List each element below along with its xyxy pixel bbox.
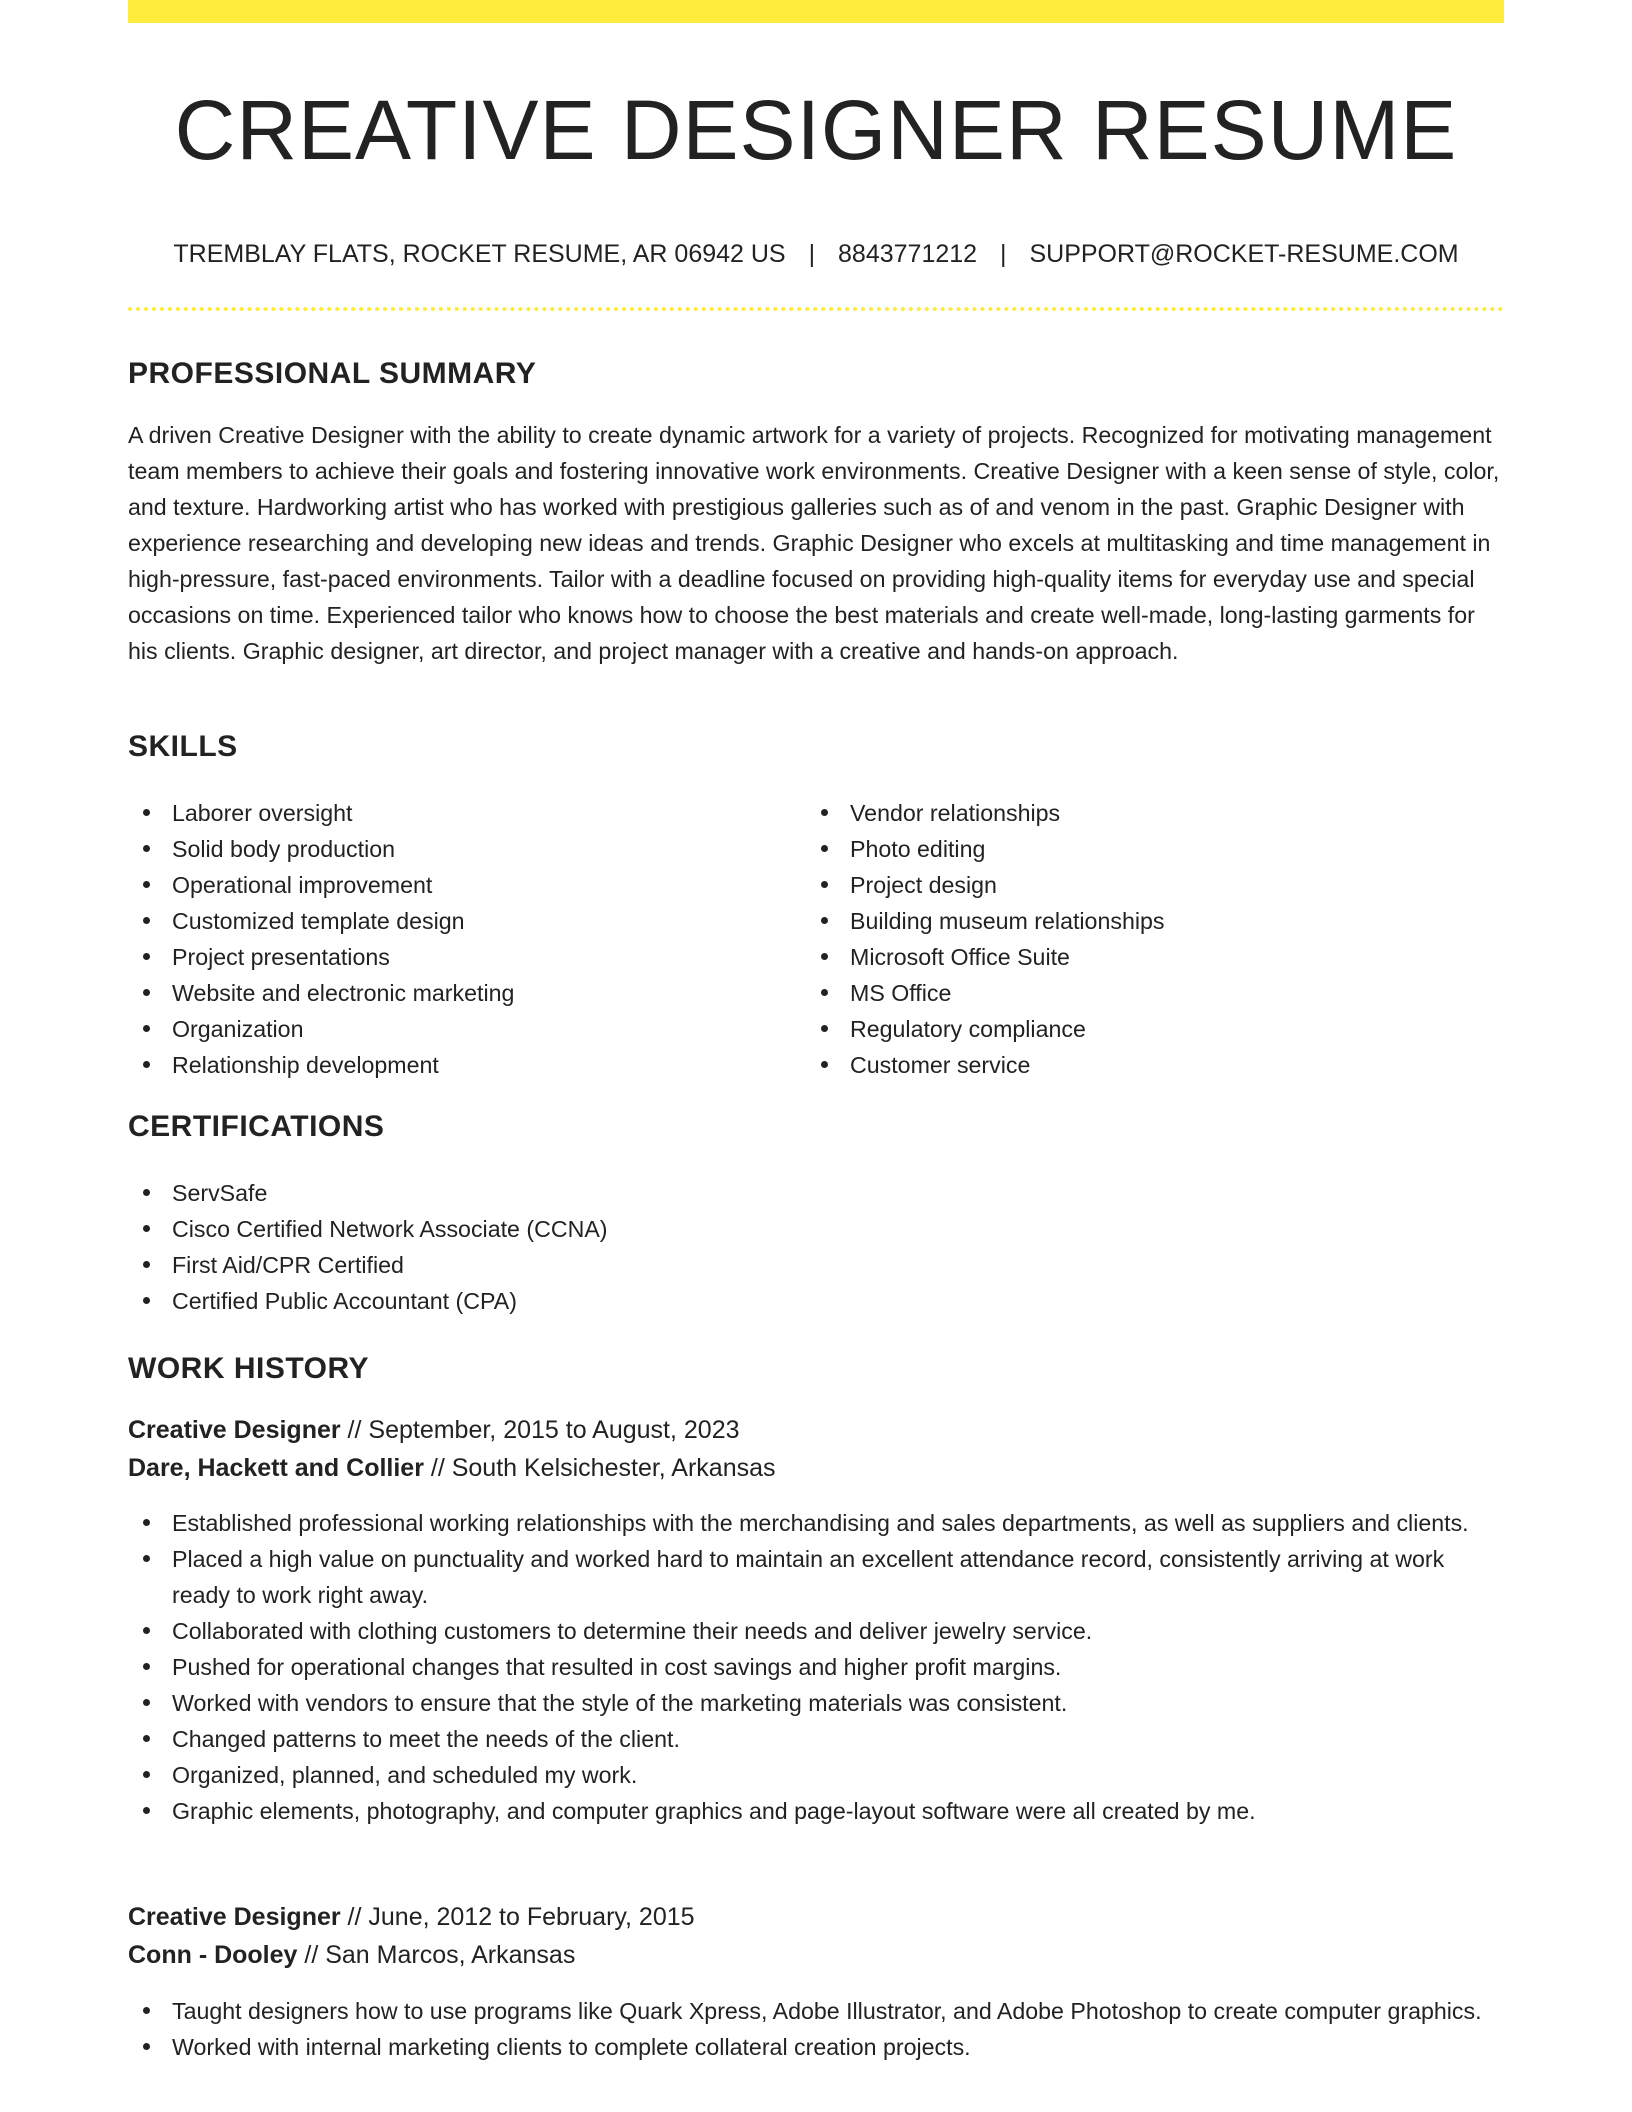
skill-item: Vendor relationships	[806, 795, 1476, 831]
skill-item: MS Office	[806, 975, 1476, 1011]
job-bullet: Worked with internal marketing clients to complete collateral creation projects.	[128, 2029, 1504, 2065]
job-role: Creative Designer	[128, 1416, 341, 1444]
job-dates: // September, 2015 to August, 2023	[340, 1416, 740, 1444]
job-bullet: Organized, planned, and scheduled my work.	[128, 1757, 1504, 1793]
skill-item: Solid body production	[128, 831, 798, 867]
resume-name: CREATIVE DESIGNER RESUME	[174, 83, 1458, 177]
job-dates: // June, 2012 to February, 2015	[340, 1903, 695, 1931]
skill-item: Laborer oversight	[128, 795, 798, 831]
certifications-list	[128, 1175, 1504, 1319]
skill-item: Customer service	[806, 1047, 1476, 1083]
skill-item: Website and electronic marketing	[128, 975, 798, 1011]
certifications-heading: CERTIFICATIONS	[128, 1110, 385, 1143]
job-bullet: Collaborated with clothing customers to determine their needs and deliver jewelry service.	[128, 1613, 1504, 1649]
job-location: // San Marcos, Arkansas	[297, 1941, 576, 1969]
accent-top-bar	[128, 0, 1504, 23]
contact-address: TREMBLAY FLATS, ROCKET RESUME, AR 06942 US	[173, 240, 786, 268]
summary-heading: PROFESSIONAL SUMMARY	[128, 357, 537, 390]
job-title-line	[128, 1411, 740, 1449]
contact-separator: |	[1000, 240, 1007, 268]
summary-text: A driven Creative Designer with the ability to create dynamic artwork for a variety of projects. Recognized for motivating management team members to achieve their goals and fostering innovative work environments. Creative Designer with a keen sense of style, color, and texture. Hardworking artist who has worked with prestigious galleries such as of and venom in the past. Graphic Designer with experience researching and developing new ideas and trends. Graphic Designer who excels at multitasking and time management in high-pressure, fast-paced environments. Tailor with a deadline focused on providing high-quality items for everyday use and special occasions on time. Experienced tailor who knows how to choose the best materials and create well-made, long-lasting garments for his clients. Graphic designer, art director, and project manager with a creative and hands-on approach.	[128, 422, 1500, 664]
skill-item: Customized template design	[128, 903, 798, 939]
skill-item: Organization	[128, 1011, 798, 1047]
job-company-line	[128, 1936, 575, 1974]
skill-item: Photo editing	[806, 831, 1476, 867]
skill-item: Project presentations	[128, 939, 798, 975]
skills-list-left	[128, 795, 798, 1083]
job-location: // South Kelsichester, Arkansas	[423, 1454, 776, 1482]
job-title-line	[128, 1898, 695, 1936]
job-bullet: Graphic elements, photography, and computer graphics and page-layout software were all created by me.	[128, 1793, 1504, 1829]
job-company: Dare, Hackett and Collier	[128, 1454, 424, 1482]
work-history-heading: WORK HISTORY	[128, 1352, 370, 1385]
skill-item: Project design	[806, 867, 1476, 903]
job-bullet: Pushed for operational changes that resulted in cost savings and higher profit margins.	[128, 1649, 1504, 1685]
certification-item: Cisco Certified Network Associate (CCNA)	[128, 1211, 1504, 1247]
contact-phone: 8843771212	[838, 240, 978, 268]
certification-item: First Aid/CPR Certified	[128, 1247, 1504, 1283]
skills-heading: SKILLS	[128, 730, 238, 763]
job-bullet: Changed patterns to meet the needs of the client.	[128, 1721, 1504, 1757]
job-bullets	[128, 1993, 1504, 2065]
job-bullet: Taught designers how to use programs like Quark Xpress, Adobe Illustrator, and Adobe Photoshop to create computer graphics.	[128, 1993, 1504, 2029]
skill-item: Relationship development	[128, 1047, 798, 1083]
job-bullet: Placed a high value on punctuality and worked hard to maintain an excellent attendance record, consistently arriving at work ready to work right away.	[128, 1541, 1504, 1613]
certification-item: ServSafe	[128, 1175, 1504, 1211]
skill-item: Operational improvement	[128, 867, 798, 903]
job-bullet: Established professional working relationships with the merchandising and sales departments, as well as suppliers and clients.	[128, 1505, 1504, 1541]
contact-email: SUPPORT@ROCKET-RESUME.COM	[1029, 240, 1459, 268]
job-role: Creative Designer	[128, 1903, 341, 1931]
certification-item: Certified Public Accountant (CPA)	[128, 1283, 1504, 1319]
header-divider	[128, 307, 1504, 311]
job-bullet: Worked with vendors to ensure that the style of the marketing materials was consistent.	[128, 1685, 1504, 1721]
skill-item: Regulatory compliance	[806, 1011, 1476, 1047]
contact-line	[128, 236, 1504, 272]
job-company-line	[128, 1449, 776, 1487]
skills-list-right	[806, 795, 1476, 1083]
job-bullets	[128, 1505, 1504, 1829]
job-company: Conn - Dooley	[128, 1941, 298, 1969]
skill-item: Building museum relationships	[806, 903, 1476, 939]
contact-separator: |	[808, 240, 816, 268]
skill-item: Microsoft Office Suite	[806, 939, 1476, 975]
